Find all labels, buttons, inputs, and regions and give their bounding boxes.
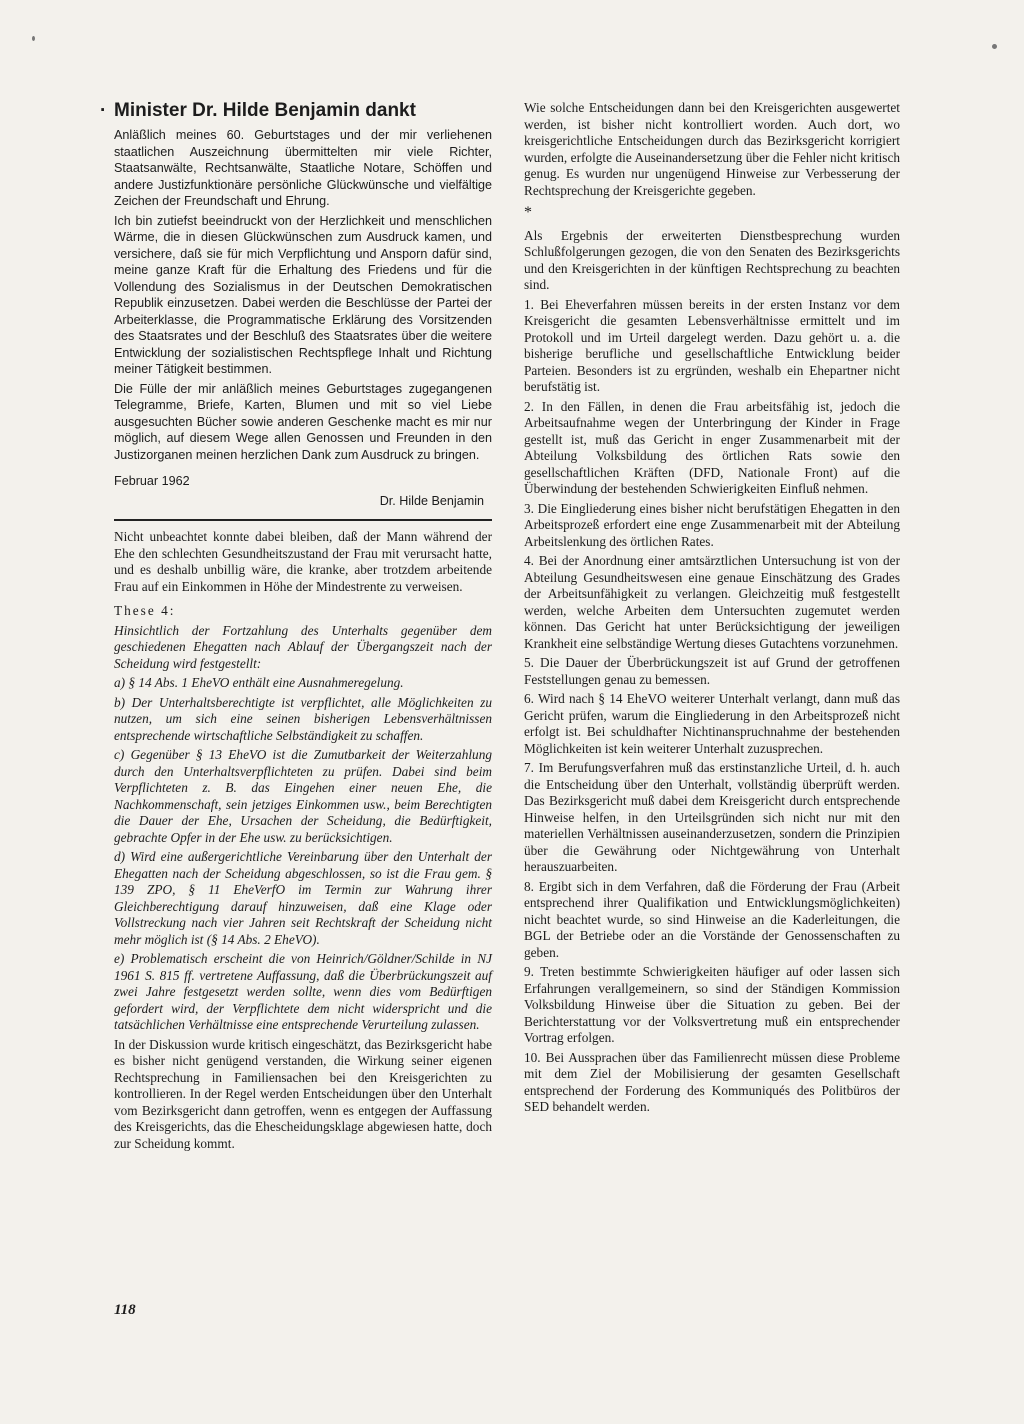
body-paragraph: Nicht unbeachtet konnte dabei bleiben, daß der Mann während der Ehe den schlechten Gesundheitszustand der Frau mit verursacht hatte, und es deshalb unbillig wäre, die kranke, aber trotzdem arbeitende Frau auf ein Einkommen in Höhe der Mindestrente zu verweisen. xyxy=(114,529,492,594)
these-item: Hinsichtlich der Fortzahlung des Unterhalts gegenüber dem geschiedenen Ehegatten nach Ablauf der Übergangszeit nach der Scheidung wird festgestellt: xyxy=(114,622,492,671)
conclusion-point: 8. Ergibt sich in dem Verfahren, daß die Förderung der Frau (Arbeit entsprechend ihrer Qualifikation und Entwicklungsmöglichkeiten) nicht beachtet wurde, so sind Hinweise an die Kaderleitungen, die BGL der Betriebe oder an die Vorstände der Genossenschaften zu geben. xyxy=(524,878,900,960)
conclusion-point: 9. Treten bestimmte Schwierigkeiten häufiger auf oder lassen sich Erfahrungen verallgemeinern, so sind der Ständigen Kommission Volksbildung Hinweise über die Situation zu geben. Bei der Berichterstattung vor der Volksvertretung muß ein entsprechender Vortrag erfolgen. xyxy=(524,964,900,1045)
notice-paragraph: Ich bin zutiefst beeindruckt von der Herzlichkeit und menschlichen Wärme, die in diesen Glückwünschen zum Ausdruck kamen, und versichere, daß sie für mich Verpflichtung und Ansporn dafür sind, meine ganze Kraft für die Erhaltung des Friedens und für die Vollendung des Sozialismus in der Deutschen Demokratischen Republik einzusetzen. Dabei werden die Beschlüsse der Partei der Arbeiterklasse, die Programmatische Erklärung des Vorsitzenden des Staatsrates und der Beschluß des Staatsrates über die weitere Entwicklung der sozialistischen Rechtspflege Inhalt und Richtung meiner Tätigkeit bestimmen. xyxy=(114,213,492,376)
page-number: 118 xyxy=(114,1302,136,1318)
notice-title: · Minister Dr. Hilde Benjamin dankt xyxy=(100,100,416,121)
conclusion-point: 4. Bei der Anordnung einer amtsärztlichen Untersuchung ist von der Abteilung Gesundheitswesen eine genaue Einschätzung des Grades der Arbeitsunfähigkeit zu verlangen. Gleichzeitig muß festgestellt werden, welche Arbeiten dem Untersuchten zugemutet werden können. Das Gericht hat unter Berücksichtigung der jeweiligen Krankheit eine selbständige Wertung dieses Gutachtens vorzunehmen. xyxy=(524,553,900,651)
notice-paragraph: Die Fülle der mir anläßlich meines Geburtstages zugegangenen Telegramme, Briefe, Karten, Blumen und mit so viel Liebe ausgesuchten Bücher sowie anderen Geschenke macht es mir nur möglich, auf diesem Wege allen Genossen und Freunden in den Justizorganen meinen herzlichen Dank zum Ausdruck zu bringen. xyxy=(114,381,492,462)
these-heading: These 4: xyxy=(114,603,176,618)
body-paragraph: In der Diskussion wurde kritisch eingeschätzt, das Bezirksgericht habe es bisher nicht genügend verstanden, die Wirkung seiner eigenen Rechtsprechung in Familiensachen bei den Kreisgerichten zu kontrollieren. In der Regel werden Entscheidungen über den Unterhalt vom Bezirksgericht dann getroffen, wenn es entgegen der Auffassung des Kreisgerichts, das die Ehescheidungsklage abgewiesen hatte, doch zur Scheidung kommt. xyxy=(114,1036,492,1151)
left-body xyxy=(114,529,492,1152)
conclusion-point: 7. Im Berufungsverfahren muß das erstinstanzliche Urteil, d. h. auch die Entscheidung über den Unterhalt, vollständig überprüft werden. Das Bezirksgericht muß dabei dem Kreisgericht durch entsprechende Hinweise helfen, in den Urteilsgründen sich nicht nur mit den materiellen Verhältnissen auseinanderzusetzen, sondern die Prinzipien über die Gewährung oder Nichtgewährung von Unterhalt herauszuarbeiten. xyxy=(524,760,900,874)
conclusion-point: 3. Die Eingliederung eines bisher nicht berufstätigen Ehegatten in den Arbeitsprozeß erfordert eine enge Zusammenarbeit mit der Abteilung Arbeitslenkung des örtlichen Rates. xyxy=(524,500,900,549)
conclusion-point: 2. In den Fällen, in denen die Frau arbeitsfähig ist, jedoch die Arbeitsaufnahme wegen der Unterbringung der Kinder in Frage gestellt ist, muß das Gericht in enger Zusammenarbeit mit der Abteilung Volksbildung des örtlichen Rats sowie den gesellschaftlichen Kräften (DFD, Nationale Front) auf die Überwindung der bestehenden Schwierigkeiten Einfluß nehmen. xyxy=(524,398,900,496)
left-column xyxy=(100,100,492,1155)
these-item: d) Wird eine außergerichtliche Vereinbarung über den Unterhalt der Ehegatten nach der Scheidung abgeschlossen, so ist die Frau gem. § 139 ZPO, § 11 EheVerfO im Termin zur Wahrung ihrer Gleichberechtigung darauf hinzuweisen, daß eine Klage oder Vollstreckung nach vier Jahren seit Rechtskraft der Scheidung nicht mehr möglich ist (§ 14 Abs. 2 EheVO). xyxy=(114,849,492,947)
body-paragraph: Wie solche Entscheidungen dann bei den Kreisgerichten ausgewertet werden, ist bisher nicht kontrolliert worden. Auch dort, wo kreisgerichtliche Entscheidungen durch das Bezirksgericht korrigiert wurden, erfolgte die Auseinandersetzung über die Fehler nicht kritisch genug. Es wurden nur ungenügend Hinweise zur Verbesserung der Rechtsprechung der Kreisgerichte gegeben. xyxy=(524,100,900,198)
conclusion-point: 10. Bei Aussprachen über das Familienrecht müssen diese Probleme mit dem Ziel der Mobilisierung der gesamten Gesellschaft entsprechend der Forderung des Kommuniqués des Politbüros der SED behandelt werden. xyxy=(524,1049,900,1114)
conclusion-point: 1. Bei Eheverfahren müssen bereits in der ersten Instanz vor dem Kreisgericht die gesamten Lebensverhältnisse ermittelt und im Protokoll und im Urteil dargelegt werden. Dazu gehört u. a. die bisherige berufliche und gesellschaftliche Entwicklung beider Parteien. Besonders ist zu ergründen, weshalb ein Ehepartner nicht berufstätig ist. xyxy=(524,296,900,394)
right-column xyxy=(524,100,900,1119)
section-asterisk: * xyxy=(524,204,532,221)
notice-title-text: Minister Dr. Hilde Benjamin dankt xyxy=(114,100,416,121)
these-item: c) Gegenüber § 13 EheVO ist die Zumutbarkeit der Weiterzahlung durch den Unterhaltsverpflichteten zu prüfen. Dabei sind beim Verpflichteten z. B. das Eingehen einer neuen Ehe, die Nachkommenschaft, sein jetziges Einkommen usw., beim Berechtigten die Dauer der Ehe, Ursachen der Scheidung, die Bedürftigkeit, gebrachte Opfer in der Ehe usw. zu berücksichtigen. xyxy=(114,747,492,845)
these-item: e) Problematisch erscheint die von Heinrich/Göldner/Schilde in NJ 1961 S. 815 ff. vertretene Auffassung, daß die Überbrückungszeit auf zwei Jahre festgesetzt werden sollte, wenn dies vom Bedürftigen gefordert wird, der Verpflichtete dem nicht widerspricht und die tatsächlichen Verhältnisse eine entsprechende Verurteilung zulassen. xyxy=(114,951,492,1032)
notice-date: Februar 1962 xyxy=(114,474,190,488)
scan-speck xyxy=(32,36,35,41)
conclusion-point: 6. Wird nach § 14 EheVO weiterer Unterhalt verlangt, dann muß das Gericht prüfen, warum die Eingliederung in den Arbeitsprozeß nicht erfolgt ist. Bei schuldhafter Nichtinanspruchnahme der bestehenden Möglichkeiten ist kein weiterer Unterhalt zuzusprechen. xyxy=(524,691,900,756)
scan-speck xyxy=(992,44,997,49)
thank-you-notice xyxy=(100,100,492,509)
these-item: a) § 14 Abs. 1 EheVO enthält eine Ausnahmeregelung. xyxy=(114,675,404,690)
notice-signature: Dr. Hilde Benjamin xyxy=(379,493,484,508)
these-item: b) Der Unterhaltsberechtigte ist verpflichtet, alle Möglichkeiten zu nutzen, um sich eine seinen bisherigen Lebensverhältnissen entsprechende wirtschaftliche Selbständigkeit zu schaffen. xyxy=(114,694,492,743)
notice-paragraph: Anläßlich meines 60. Geburtstages und der mir verliehenen staatlichen Auszeichnung übermittelten mir viele Richter, Staatsanwälte, Rechtsanwälte, Staatliche Notare, Schöffen und andere Justizfunktionäre persönliche Glückwünsche und vielfältige Zeichen der Freundschaft und Ehrung. xyxy=(114,128,492,208)
body-paragraph: Als Ergebnis der erweiterten Dienstbesprechung wurden Schlußfolgerungen gezogen, die von den Senaten des Bezirksgerichts und den Kreisgerichten in der künftigen Rechtsprechung zu beachten sind. xyxy=(524,227,900,292)
section-divider xyxy=(114,519,492,521)
conclusion-point: 5. Die Dauer der Überbrückungszeit ist auf Grund der getroffenen Feststellungen genau zu bemessen. xyxy=(524,655,900,687)
